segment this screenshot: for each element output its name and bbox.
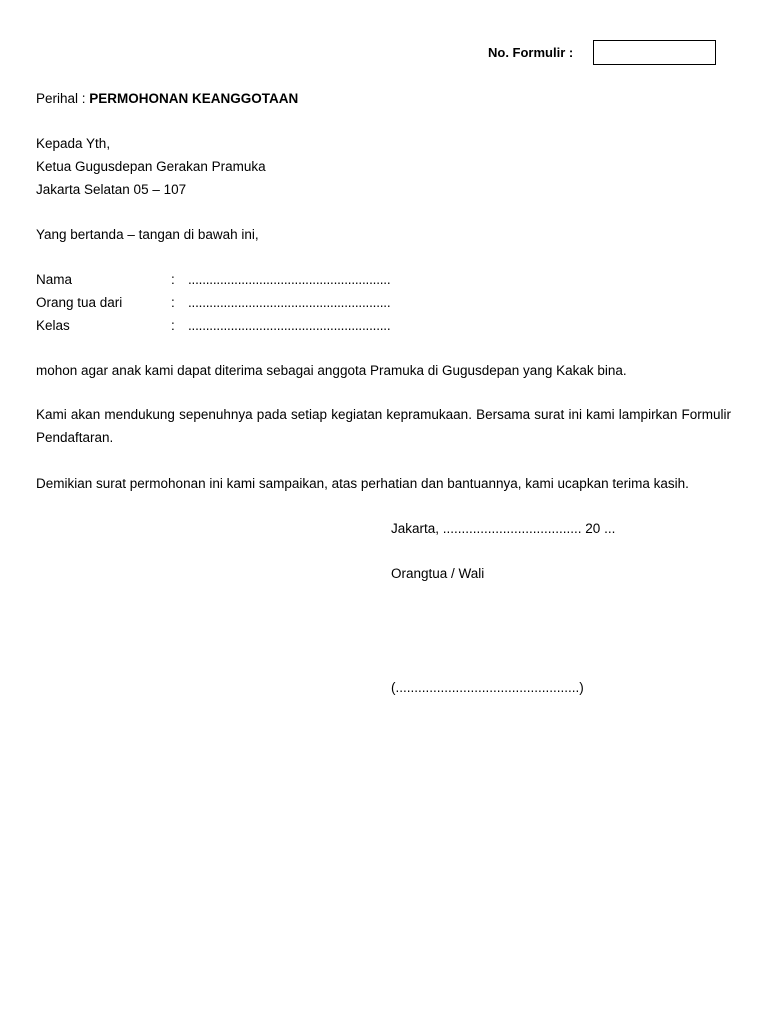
subject-prefix: Perihal : xyxy=(36,91,90,106)
signer-role: Orangtua / Wali xyxy=(391,566,485,581)
field-label-nama: Nama xyxy=(36,272,73,287)
closing-paragraph: Demikian surat permohonan ini kami sampaikan, atas perhatian dan bantuannya, kami ucapkan terima kasih. xyxy=(36,476,689,491)
subject-title: PERMOHONAN KEANGGOTAAN xyxy=(89,91,299,106)
support-paragraph: Kami akan mendukung sepenuhnya pada setiap kegiatan kepramukaan. Bersama surat ini kami lampirkan Formulir Pendaftaran. xyxy=(36,407,731,445)
form-number-label: No. Formulir : xyxy=(488,45,574,60)
field-label-orang-tua: Orang tua dari xyxy=(36,295,123,310)
field-colon: : xyxy=(171,318,175,333)
field-label-kelas: Kelas xyxy=(36,318,70,333)
subject-line xyxy=(36,91,298,106)
place-date-line: Jakarta, ..................................... 20 ... xyxy=(391,521,616,536)
field-value-kelas[interactable]: ......................................................... xyxy=(188,318,391,333)
field-value-nama[interactable]: ......................................................... xyxy=(188,272,391,287)
field-value-orang-tua[interactable]: ......................................................... xyxy=(188,295,391,310)
addressee-line-3: Jakarta Selatan 05 – 107 xyxy=(36,182,187,197)
request-paragraph: mohon agar anak kami dapat diterima sebagai anggota Pramuka di Gugusdepan yang Kakak bina. xyxy=(36,363,627,378)
signer-name-line[interactable]: (.................................................) xyxy=(391,680,584,695)
field-colon: : xyxy=(171,272,175,287)
addressee-line-2: Ketua Gugusdepan Gerakan Pramuka xyxy=(36,159,266,174)
field-colon: : xyxy=(171,295,175,310)
form-number-box[interactable] xyxy=(593,40,716,65)
addressee-line-1: Kepada Yth, xyxy=(36,136,111,151)
intro-text: Yang bertanda – tangan di bawah ini, xyxy=(36,227,259,242)
